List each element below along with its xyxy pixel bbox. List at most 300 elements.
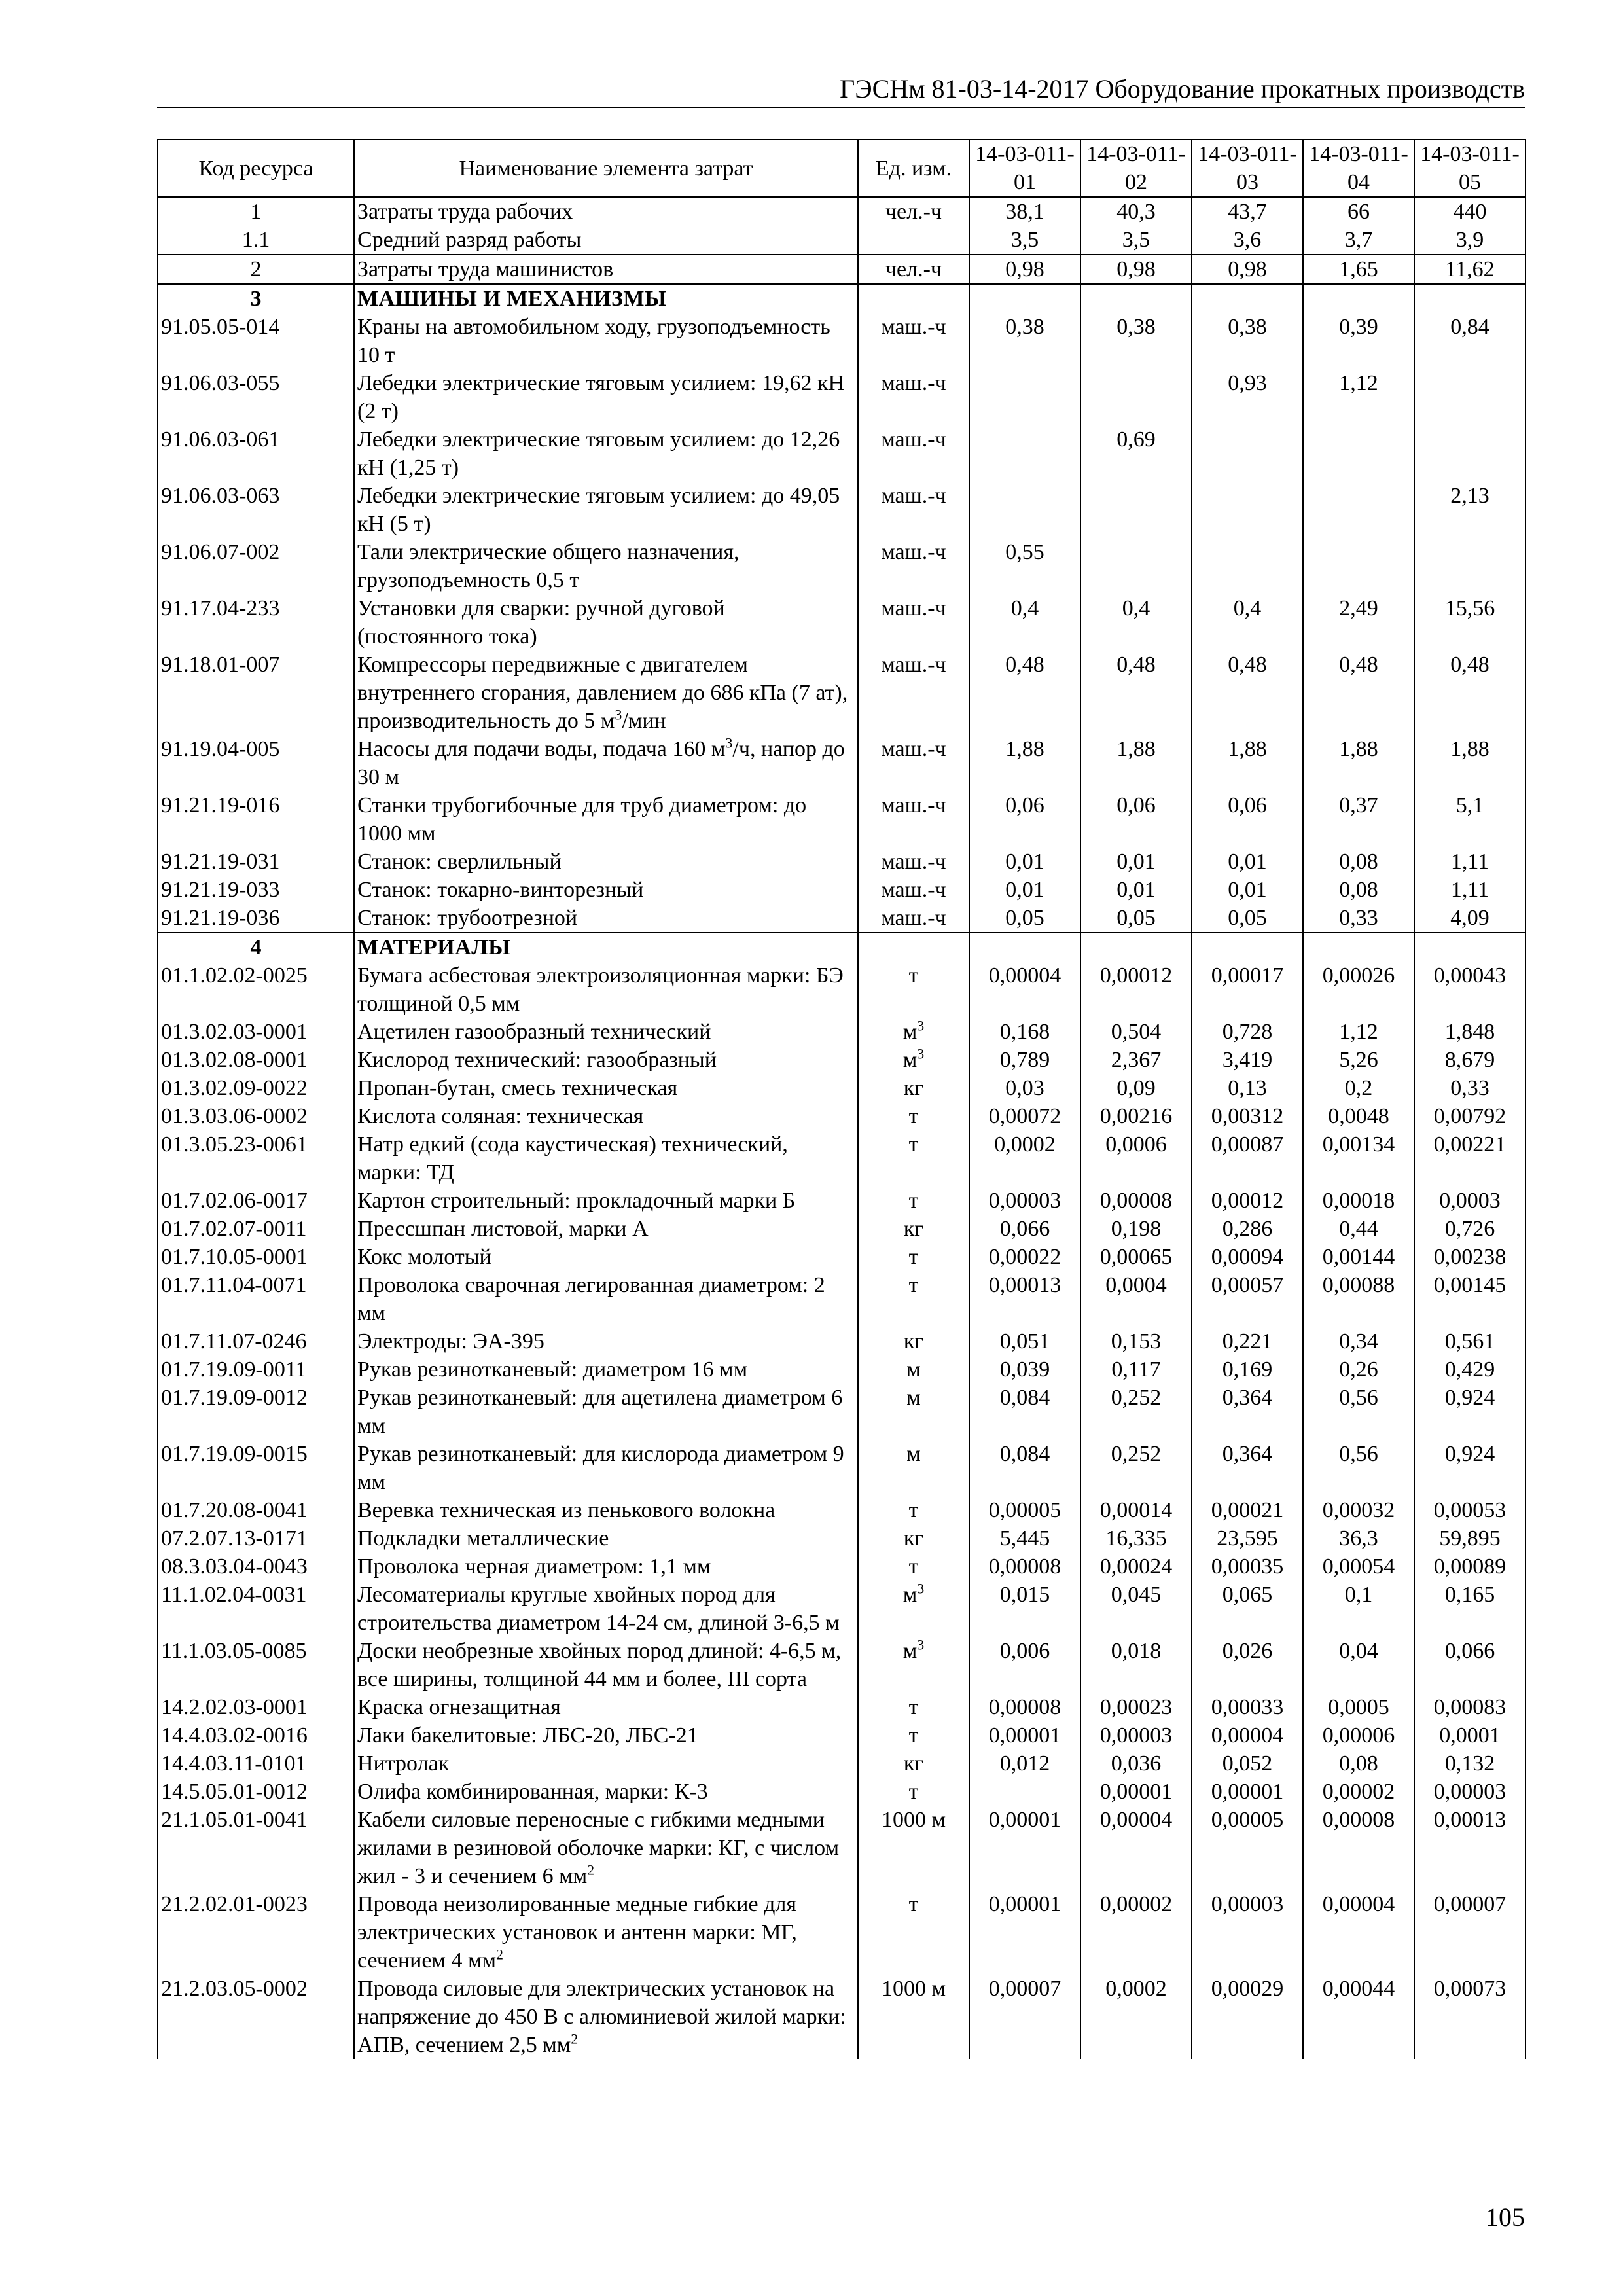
table-row xyxy=(158,791,1525,848)
resource-unit xyxy=(858,284,969,313)
resource-name: Краска огнезащитная xyxy=(354,1693,858,1721)
table-row xyxy=(158,1130,1525,1187)
norm-value-4: 0,00006 xyxy=(1303,1721,1414,1749)
resource-name: Станок: трубоотрезной xyxy=(354,904,858,933)
table-row xyxy=(158,1975,1525,2059)
norm-value-2: 0,00002 xyxy=(1080,1890,1192,1975)
norm-value-1: 0,00008 xyxy=(969,1693,1080,1721)
norm-value-1 xyxy=(969,1778,1080,1806)
resource-name: Лесоматериалы круглые хвойных пород для строительства диаметром 14-24 см, длиной 3-6,5 м xyxy=(354,1581,858,1637)
resource-name: Кабели силовые переносные с гибкими медными жилами в резиновой оболочке марки: КГ, с числом жил - 3 и сечением 6 $мм^2$ xyxy=(354,1806,858,1890)
norm-value-2 xyxy=(1080,284,1192,313)
norm-value-4: 0,39 xyxy=(1303,313,1414,369)
norm-value-5: 0,561 xyxy=(1414,1327,1525,1355)
resource-code: 91.21.19-033 xyxy=(158,876,354,904)
norm-value-1: 0,00004 xyxy=(969,961,1080,1018)
norm-value-4: 0,44 xyxy=(1303,1215,1414,1243)
norm-value-5: 0,726 xyxy=(1414,1215,1525,1243)
norm-value-1 xyxy=(969,482,1080,538)
norm-value-2: 3,5 xyxy=(1080,226,1192,255)
resource-code: 14.4.03.02-0016 xyxy=(158,1721,354,1749)
resource-name: Доски необрезные хвойных пород длиной: 4-6,5 м, все ширины, толщиной 44 мм и более, III сорта xyxy=(354,1637,858,1693)
table-row xyxy=(158,1046,1525,1074)
norm-value-3: 0,48 xyxy=(1192,651,1303,735)
norm-value-1: 0,05 xyxy=(969,904,1080,933)
resource-unit: т xyxy=(858,1693,969,1721)
resource-code: 91.18.01-007 xyxy=(158,651,354,735)
norm-value-4 xyxy=(1303,933,1414,961)
resource-code: 01.3.03.06-0002 xyxy=(158,1102,354,1130)
norm-value-4: 0,34 xyxy=(1303,1327,1414,1355)
norm-value-1: 0,0002 xyxy=(969,1130,1080,1187)
resource-name: Лебедки электрические тяговым усилием: 19,62 кН (2 т) xyxy=(354,369,858,425)
norm-value-3: 0,98 xyxy=(1192,255,1303,284)
norm-value-5: 0,924 xyxy=(1414,1440,1525,1496)
resource-unit: т xyxy=(858,961,969,1018)
norm-value-2: 0,00014 xyxy=(1080,1496,1192,1524)
norm-value-3: 0,06 xyxy=(1192,791,1303,848)
norm-value-1: 0,00003 xyxy=(969,1187,1080,1215)
norm-value-2: 0,00065 xyxy=(1080,1243,1192,1271)
norm-value-1 xyxy=(969,284,1080,313)
norm-value-1: 0,789 xyxy=(969,1046,1080,1074)
norm-value-4: 0,08 xyxy=(1303,848,1414,876)
norm-value-4: 0,0048 xyxy=(1303,1102,1414,1130)
resource-name: Проволока сварочная легированная диаметром: 2 мм xyxy=(354,1271,858,1327)
resource-code: 21.1.05.01-0041 xyxy=(158,1806,354,1890)
norm-value-3: 1,88 xyxy=(1192,735,1303,791)
resource-code: 01.7.02.06-0017 xyxy=(158,1187,354,1215)
norm-value-5: 5,1 xyxy=(1414,791,1525,848)
norm-value-2: 0,252 xyxy=(1080,1440,1192,1496)
norm-value-4: 0,37 xyxy=(1303,791,1414,848)
norm-value-4: 0,00018 xyxy=(1303,1187,1414,1215)
norm-value-4: 1,12 xyxy=(1303,1018,1414,1046)
norm-value-2: 0,00001 xyxy=(1080,1778,1192,1806)
norm-value-5: 0,00007 xyxy=(1414,1890,1525,1975)
norm-value-4: 36,3 xyxy=(1303,1524,1414,1552)
norm-value-4: 0,00088 xyxy=(1303,1271,1414,1327)
norm-value-4: 3,7 xyxy=(1303,226,1414,255)
norm-value-4 xyxy=(1303,425,1414,482)
norm-value-5 xyxy=(1414,369,1525,425)
norm-value-5: 0,48 xyxy=(1414,651,1525,735)
resource-code: 14.5.05.01-0012 xyxy=(158,1778,354,1806)
resource-unit: чел.-ч xyxy=(858,255,969,284)
resource-unit: маш.-ч xyxy=(858,425,969,482)
norm-value-5: 1,848 xyxy=(1414,1018,1525,1046)
norm-value-1: 0,015 xyxy=(969,1581,1080,1637)
resource-unit: маш.-ч xyxy=(858,594,969,651)
norm-value-5: 0,00003 xyxy=(1414,1778,1525,1806)
resource-unit: $м^3$ xyxy=(858,1581,969,1637)
norm-value-4: 0,00144 xyxy=(1303,1243,1414,1271)
norm-value-3: 0,026 xyxy=(1192,1637,1303,1693)
table-row xyxy=(158,425,1525,482)
resource-code: 21.2.03.05-0002 xyxy=(158,1975,354,2059)
resource-name: МАШИНЫ И МЕХАНИЗМЫ xyxy=(354,284,858,313)
norm-value-4: 0,00026 xyxy=(1303,961,1414,1018)
norm-value-3: 0,169 xyxy=(1192,1355,1303,1384)
resource-code: 01.7.11.04-0071 xyxy=(158,1271,354,1327)
table-row xyxy=(158,1215,1525,1243)
norm-value-5: 0,429 xyxy=(1414,1355,1525,1384)
resource-unit: м xyxy=(858,1440,969,1496)
norm-value-5: 1,11 xyxy=(1414,876,1525,904)
resource-unit: кг xyxy=(858,1327,969,1355)
norm-value-4: 1,88 xyxy=(1303,735,1414,791)
norm-value-3: 0,00001 xyxy=(1192,1778,1303,1806)
norm-value-2: 0,0006 xyxy=(1080,1130,1192,1187)
resource-name: Краны на автомобильном ходу, грузоподъемность 10 т xyxy=(354,313,858,369)
norm-value-2: 0,0004 xyxy=(1080,1271,1192,1327)
resource-name: Кислород технический: газообразный xyxy=(354,1046,858,1074)
resource-name: МАТЕРИАЛЫ xyxy=(354,933,858,961)
norm-value-3: 0,364 xyxy=(1192,1384,1303,1440)
resource-code: 91.21.19-031 xyxy=(158,848,354,876)
resource-code: 01.3.02.03-0001 xyxy=(158,1018,354,1046)
norm-value-1: 0,00072 xyxy=(969,1102,1080,1130)
resource-unit: маш.-ч xyxy=(858,482,969,538)
norm-value-4: 0,00008 xyxy=(1303,1806,1414,1890)
norm-value-2: 0,018 xyxy=(1080,1637,1192,1693)
table-row xyxy=(158,1271,1525,1327)
resource-name: Подкладки металлические xyxy=(354,1524,858,1552)
norm-value-1: 0,48 xyxy=(969,651,1080,735)
norm-value-1: 0,006 xyxy=(969,1637,1080,1693)
norm-value-1: 0,03 xyxy=(969,1074,1080,1102)
resource-name: Тали электрические общего назначения, грузоподъемность 0,5 т xyxy=(354,538,858,594)
norm-value-1: 0,039 xyxy=(969,1355,1080,1384)
norm-value-3 xyxy=(1192,482,1303,538)
header-rule xyxy=(157,107,1525,108)
norm-value-5 xyxy=(1414,538,1525,594)
norm-value-3: 0,01 xyxy=(1192,876,1303,904)
resource-code: 01.3.02.08-0001 xyxy=(158,1046,354,1074)
resource-code: 91.21.19-016 xyxy=(158,791,354,848)
resource-table xyxy=(157,139,1526,2059)
resource-name: Пропан-бутан, смесь техническая xyxy=(354,1074,858,1102)
resource-name: Затраты труда рабочих xyxy=(354,197,858,226)
resource-code: 1.1 xyxy=(158,226,354,255)
table-row xyxy=(158,369,1525,425)
resource-name: Станки трубогибочные для труб диаметром: до 1000 мм xyxy=(354,791,858,848)
table-row xyxy=(158,1552,1525,1581)
norm-value-1: 0,00001 xyxy=(969,1721,1080,1749)
norm-value-4: 0,33 xyxy=(1303,904,1414,933)
norm-value-2: 0,504 xyxy=(1080,1018,1192,1046)
norm-value-4: 0,08 xyxy=(1303,1749,1414,1778)
table-row xyxy=(158,255,1525,284)
resource-unit: маш.-ч xyxy=(858,876,969,904)
norm-value-5: 0,132 xyxy=(1414,1749,1525,1778)
norm-value-5: 1,11 xyxy=(1414,848,1525,876)
resource-code: 91.06.03-055 xyxy=(158,369,354,425)
norm-value-5: 0,0001 xyxy=(1414,1721,1525,1749)
norm-value-4 xyxy=(1303,482,1414,538)
norm-value-2: 0,98 xyxy=(1080,255,1192,284)
resource-code: 01.7.11.07-0246 xyxy=(158,1327,354,1355)
resource-code: 01.1.02.02-0025 xyxy=(158,961,354,1018)
norm-value-5: 0,00083 xyxy=(1414,1693,1525,1721)
norm-value-2 xyxy=(1080,369,1192,425)
norm-value-1: 0,084 xyxy=(969,1440,1080,1496)
resource-unit: чел.-ч xyxy=(858,197,969,226)
resource-name: Лебедки электрические тяговым усилием: до 12,26 кН (1,25 т) xyxy=(354,425,858,482)
norm-value-2: 0,198 xyxy=(1080,1215,1192,1243)
norm-value-3: 0,00057 xyxy=(1192,1271,1303,1327)
norm-value-3: 0,052 xyxy=(1192,1749,1303,1778)
norm-value-5: 0,00013 xyxy=(1414,1806,1525,1890)
table-row xyxy=(158,1018,1525,1046)
resource-unit: т xyxy=(858,1496,969,1524)
norm-value-5: 2,13 xyxy=(1414,482,1525,538)
norm-value-4 xyxy=(1303,284,1414,313)
resource-code: 14.2.02.03-0001 xyxy=(158,1693,354,1721)
resource-unit: т xyxy=(858,1187,969,1215)
resource-unit: маш.-ч xyxy=(858,904,969,933)
resource-unit: т xyxy=(858,1552,969,1581)
table-row xyxy=(158,961,1525,1018)
resource-unit: маш.-ч xyxy=(858,735,969,791)
norm-value-4: 0,56 xyxy=(1303,1384,1414,1440)
norm-value-4 xyxy=(1303,538,1414,594)
resource-name: Проволока черная диаметром: 1,1 мм xyxy=(354,1552,858,1581)
table-row xyxy=(158,1778,1525,1806)
resource-unit: кг xyxy=(858,1524,969,1552)
norm-value-3: 0,00033 xyxy=(1192,1693,1303,1721)
resource-code: 91.19.04-005 xyxy=(158,735,354,791)
norm-value-2: 0,00012 xyxy=(1080,961,1192,1018)
resource-code: 91.05.05-014 xyxy=(158,313,354,369)
norm-value-5: 0,00145 xyxy=(1414,1271,1525,1327)
norm-value-1: 0,168 xyxy=(969,1018,1080,1046)
col-header-norm-5: 14-03-011-05 xyxy=(1414,139,1525,197)
norm-value-3: 3,6 xyxy=(1192,226,1303,255)
resource-code: 01.7.19.09-0015 xyxy=(158,1440,354,1496)
norm-value-3: 0,00017 xyxy=(1192,961,1303,1018)
norm-value-4: 0,48 xyxy=(1303,651,1414,735)
section-row xyxy=(158,284,1525,313)
resource-unit: маш.-ч xyxy=(858,848,969,876)
resource-code: 1 xyxy=(158,197,354,226)
page-number: 105 xyxy=(1486,2202,1525,2232)
norm-value-5: 0,00043 xyxy=(1414,961,1525,1018)
resource-name: Установки для сварки: ручной дуговой (постоянного тока) xyxy=(354,594,858,651)
table-row xyxy=(158,1355,1525,1384)
norm-value-5: 11,62 xyxy=(1414,255,1525,284)
norm-value-1: 0,01 xyxy=(969,848,1080,876)
norm-value-3: 0,13 xyxy=(1192,1074,1303,1102)
table-row xyxy=(158,1243,1525,1271)
norm-value-5: 0,00089 xyxy=(1414,1552,1525,1581)
norm-value-3: 0,4 xyxy=(1192,594,1303,651)
table-row xyxy=(158,1749,1525,1778)
page-header-title: ГЭСНм 81-03-14-2017 Оборудование прокатных производств xyxy=(840,74,1525,103)
table-row xyxy=(158,482,1525,538)
norm-value-5: 1,88 xyxy=(1414,735,1525,791)
norm-value-2: 0,06 xyxy=(1080,791,1192,848)
norm-value-3: 0,00312 xyxy=(1192,1102,1303,1130)
norm-value-1: 0,066 xyxy=(969,1215,1080,1243)
resource-code: 4 xyxy=(158,933,354,961)
norm-value-3: 0,364 xyxy=(1192,1440,1303,1496)
norm-value-1: 0,55 xyxy=(969,538,1080,594)
norm-value-5: 0,33 xyxy=(1414,1074,1525,1102)
norm-value-2: 0,00004 xyxy=(1080,1806,1192,1890)
norm-value-2: 0,252 xyxy=(1080,1384,1192,1440)
resource-name: Натр едкий (сода каустическая) технический, марки: ТД xyxy=(354,1130,858,1187)
resource-code: 11.1.02.04-0031 xyxy=(158,1581,354,1637)
resource-unit: кг xyxy=(858,1074,969,1102)
norm-value-4: 0,2 xyxy=(1303,1074,1414,1102)
resource-name: Лебедки электрические тяговым усилием: до 49,05 кН (5 т) xyxy=(354,482,858,538)
norm-value-2: 0,01 xyxy=(1080,848,1192,876)
resource-name: Насосы для подачи воды, подача 160 $м^3/ч$, напор до 30 м xyxy=(354,735,858,791)
norm-value-2: 0,05 xyxy=(1080,904,1192,933)
norm-value-2 xyxy=(1080,482,1192,538)
norm-value-4: 0,00004 xyxy=(1303,1890,1414,1975)
norm-value-1: 0,012 xyxy=(969,1749,1080,1778)
resource-name: Компрессоры передвижные с двигателем внутреннего сгорания, давлением до 686 кПа (7 ат), производительность до 5 $м^3$/мин xyxy=(354,651,858,735)
table-header xyxy=(158,139,1525,197)
norm-value-1 xyxy=(969,933,1080,961)
resource-code: 3 xyxy=(158,284,354,313)
resource-unit: т xyxy=(858,1271,969,1327)
norm-value-4: 0,08 xyxy=(1303,876,1414,904)
table-row xyxy=(158,1721,1525,1749)
norm-value-3: 0,728 xyxy=(1192,1018,1303,1046)
norm-value-4: 2,49 xyxy=(1303,594,1414,651)
resource-name: Бумага асбестовая электроизоляционная марки: БЭ толщиной 0,5 мм xyxy=(354,961,858,1018)
norm-value-2: 0,00023 xyxy=(1080,1693,1192,1721)
col-header-code: Код ресурса xyxy=(158,139,354,197)
norm-value-3: 0,00003 xyxy=(1192,1890,1303,1975)
norm-value-5: 0,84 xyxy=(1414,313,1525,369)
norm-value-3: 0,00035 xyxy=(1192,1552,1303,1581)
norm-value-3: 0,00087 xyxy=(1192,1130,1303,1187)
table-row xyxy=(158,1074,1525,1102)
col-header-unit: Ед. изм. xyxy=(858,139,969,197)
resource-unit: т xyxy=(858,1243,969,1271)
norm-value-4: 1,12 xyxy=(1303,369,1414,425)
resource-name: Кислота соляная: техническая xyxy=(354,1102,858,1130)
norm-value-3 xyxy=(1192,284,1303,313)
norm-value-1: 0,38 xyxy=(969,313,1080,369)
norm-value-4: 0,1 xyxy=(1303,1581,1414,1637)
table-row xyxy=(158,594,1525,651)
norm-value-5: 15,56 xyxy=(1414,594,1525,651)
resource-unit: маш.-ч xyxy=(858,791,969,848)
norm-value-2: 0,00216 xyxy=(1080,1102,1192,1130)
norm-value-4: 0,00054 xyxy=(1303,1552,1414,1581)
norm-value-2: 0,01 xyxy=(1080,876,1192,904)
col-header-name: Наименование элемента затрат xyxy=(354,139,858,197)
resource-unit: 1000 м xyxy=(858,1975,969,2059)
resource-unit: т xyxy=(858,1890,969,1975)
norm-value-5: 4,09 xyxy=(1414,904,1525,933)
resource-code: 91.06.07-002 xyxy=(158,538,354,594)
norm-value-2: 0,0002 xyxy=(1080,1975,1192,2059)
norm-value-2: 0,117 xyxy=(1080,1355,1192,1384)
resource-code: 01.7.20.08-0041 xyxy=(158,1496,354,1524)
resource-unit: т xyxy=(858,1778,969,1806)
table-row xyxy=(158,197,1525,226)
norm-value-2: 40,3 xyxy=(1080,197,1192,226)
resource-unit: м xyxy=(858,1355,969,1384)
norm-value-1: 0,4 xyxy=(969,594,1080,651)
norm-value-4: 0,00044 xyxy=(1303,1975,1414,2059)
norm-value-3: 43,7 xyxy=(1192,197,1303,226)
resource-name: Ацетилен газообразный технический xyxy=(354,1018,858,1046)
norm-value-3: 0,00021 xyxy=(1192,1496,1303,1524)
norm-value-3 xyxy=(1192,933,1303,961)
resource-name: Рукав резинотканевый: для кислорода диаметром 9 мм xyxy=(354,1440,858,1496)
table-row xyxy=(158,1440,1525,1496)
norm-value-1 xyxy=(969,425,1080,482)
resource-name: Веревка техническая из пенькового волокна xyxy=(354,1496,858,1524)
norm-value-4: 0,56 xyxy=(1303,1440,1414,1496)
resource-name: Прессшпан листовой, марки А xyxy=(354,1215,858,1243)
col-header-norm-1: 14-03-011-01 xyxy=(969,139,1080,197)
resource-unit: $м^3$ xyxy=(858,1637,969,1693)
norm-value-5: 8,679 xyxy=(1414,1046,1525,1074)
norm-value-4: 1,65 xyxy=(1303,255,1414,284)
norm-value-3: 0,286 xyxy=(1192,1215,1303,1243)
norm-value-3: 0,00004 xyxy=(1192,1721,1303,1749)
resource-name: Провода силовые для электрических установок на напряжение до 450 В с алюминиевой жилой марки: АПВ, сечением 2,5 $мм^2$ xyxy=(354,1975,858,2059)
norm-value-5 xyxy=(1414,425,1525,482)
norm-value-2: 0,045 xyxy=(1080,1581,1192,1637)
resource-code: 91.21.19-036 xyxy=(158,904,354,933)
resource-code: 01.7.19.09-0011 xyxy=(158,1355,354,1384)
norm-value-2: 1,88 xyxy=(1080,735,1192,791)
norm-value-2: 16,335 xyxy=(1080,1524,1192,1552)
norm-value-3: 0,38 xyxy=(1192,313,1303,369)
resource-name: Рукав резинотканевый: для ацетилена диаметром 6 мм xyxy=(354,1384,858,1440)
table-row xyxy=(158,1327,1525,1355)
resource-code: 91.06.03-063 xyxy=(158,482,354,538)
norm-value-2: 0,00024 xyxy=(1080,1552,1192,1581)
resource-unit: маш.-ч xyxy=(858,369,969,425)
resource-unit: 1000 м xyxy=(858,1806,969,1890)
norm-value-5: 0,165 xyxy=(1414,1581,1525,1637)
resource-unit xyxy=(858,226,969,255)
norm-value-5: 0,0003 xyxy=(1414,1187,1525,1215)
norm-value-2: 0,38 xyxy=(1080,313,1192,369)
resource-name: Станок: токарно-винторезный xyxy=(354,876,858,904)
norm-value-1: 0,00007 xyxy=(969,1975,1080,2059)
norm-value-2: 2,367 xyxy=(1080,1046,1192,1074)
norm-value-2: 0,153 xyxy=(1080,1327,1192,1355)
norm-value-1: 0,00022 xyxy=(969,1243,1080,1271)
section-row xyxy=(158,933,1525,961)
resource-unit: $м^3$ xyxy=(858,1046,969,1074)
resource-unit: маш.-ч xyxy=(858,651,969,735)
resource-name: Олифа комбинированная, марки: К-3 xyxy=(354,1778,858,1806)
table-row xyxy=(158,1637,1525,1693)
resource-code: 91.06.03-061 xyxy=(158,425,354,482)
resource-name: Провода неизолированные медные гибкие для электрических установок и антенн марки: МГ, сечением 4 $мм^2$ xyxy=(354,1890,858,1975)
table-row xyxy=(158,1496,1525,1524)
resource-name: Электроды: ЭА-395 xyxy=(354,1327,858,1355)
norm-value-1: 5,445 xyxy=(969,1524,1080,1552)
norm-value-3: 23,595 xyxy=(1192,1524,1303,1552)
table-body xyxy=(158,197,1525,2059)
norm-value-1: 38,1 xyxy=(969,197,1080,226)
resource-code: 91.17.04-233 xyxy=(158,594,354,651)
norm-value-5: 0,00792 xyxy=(1414,1102,1525,1130)
